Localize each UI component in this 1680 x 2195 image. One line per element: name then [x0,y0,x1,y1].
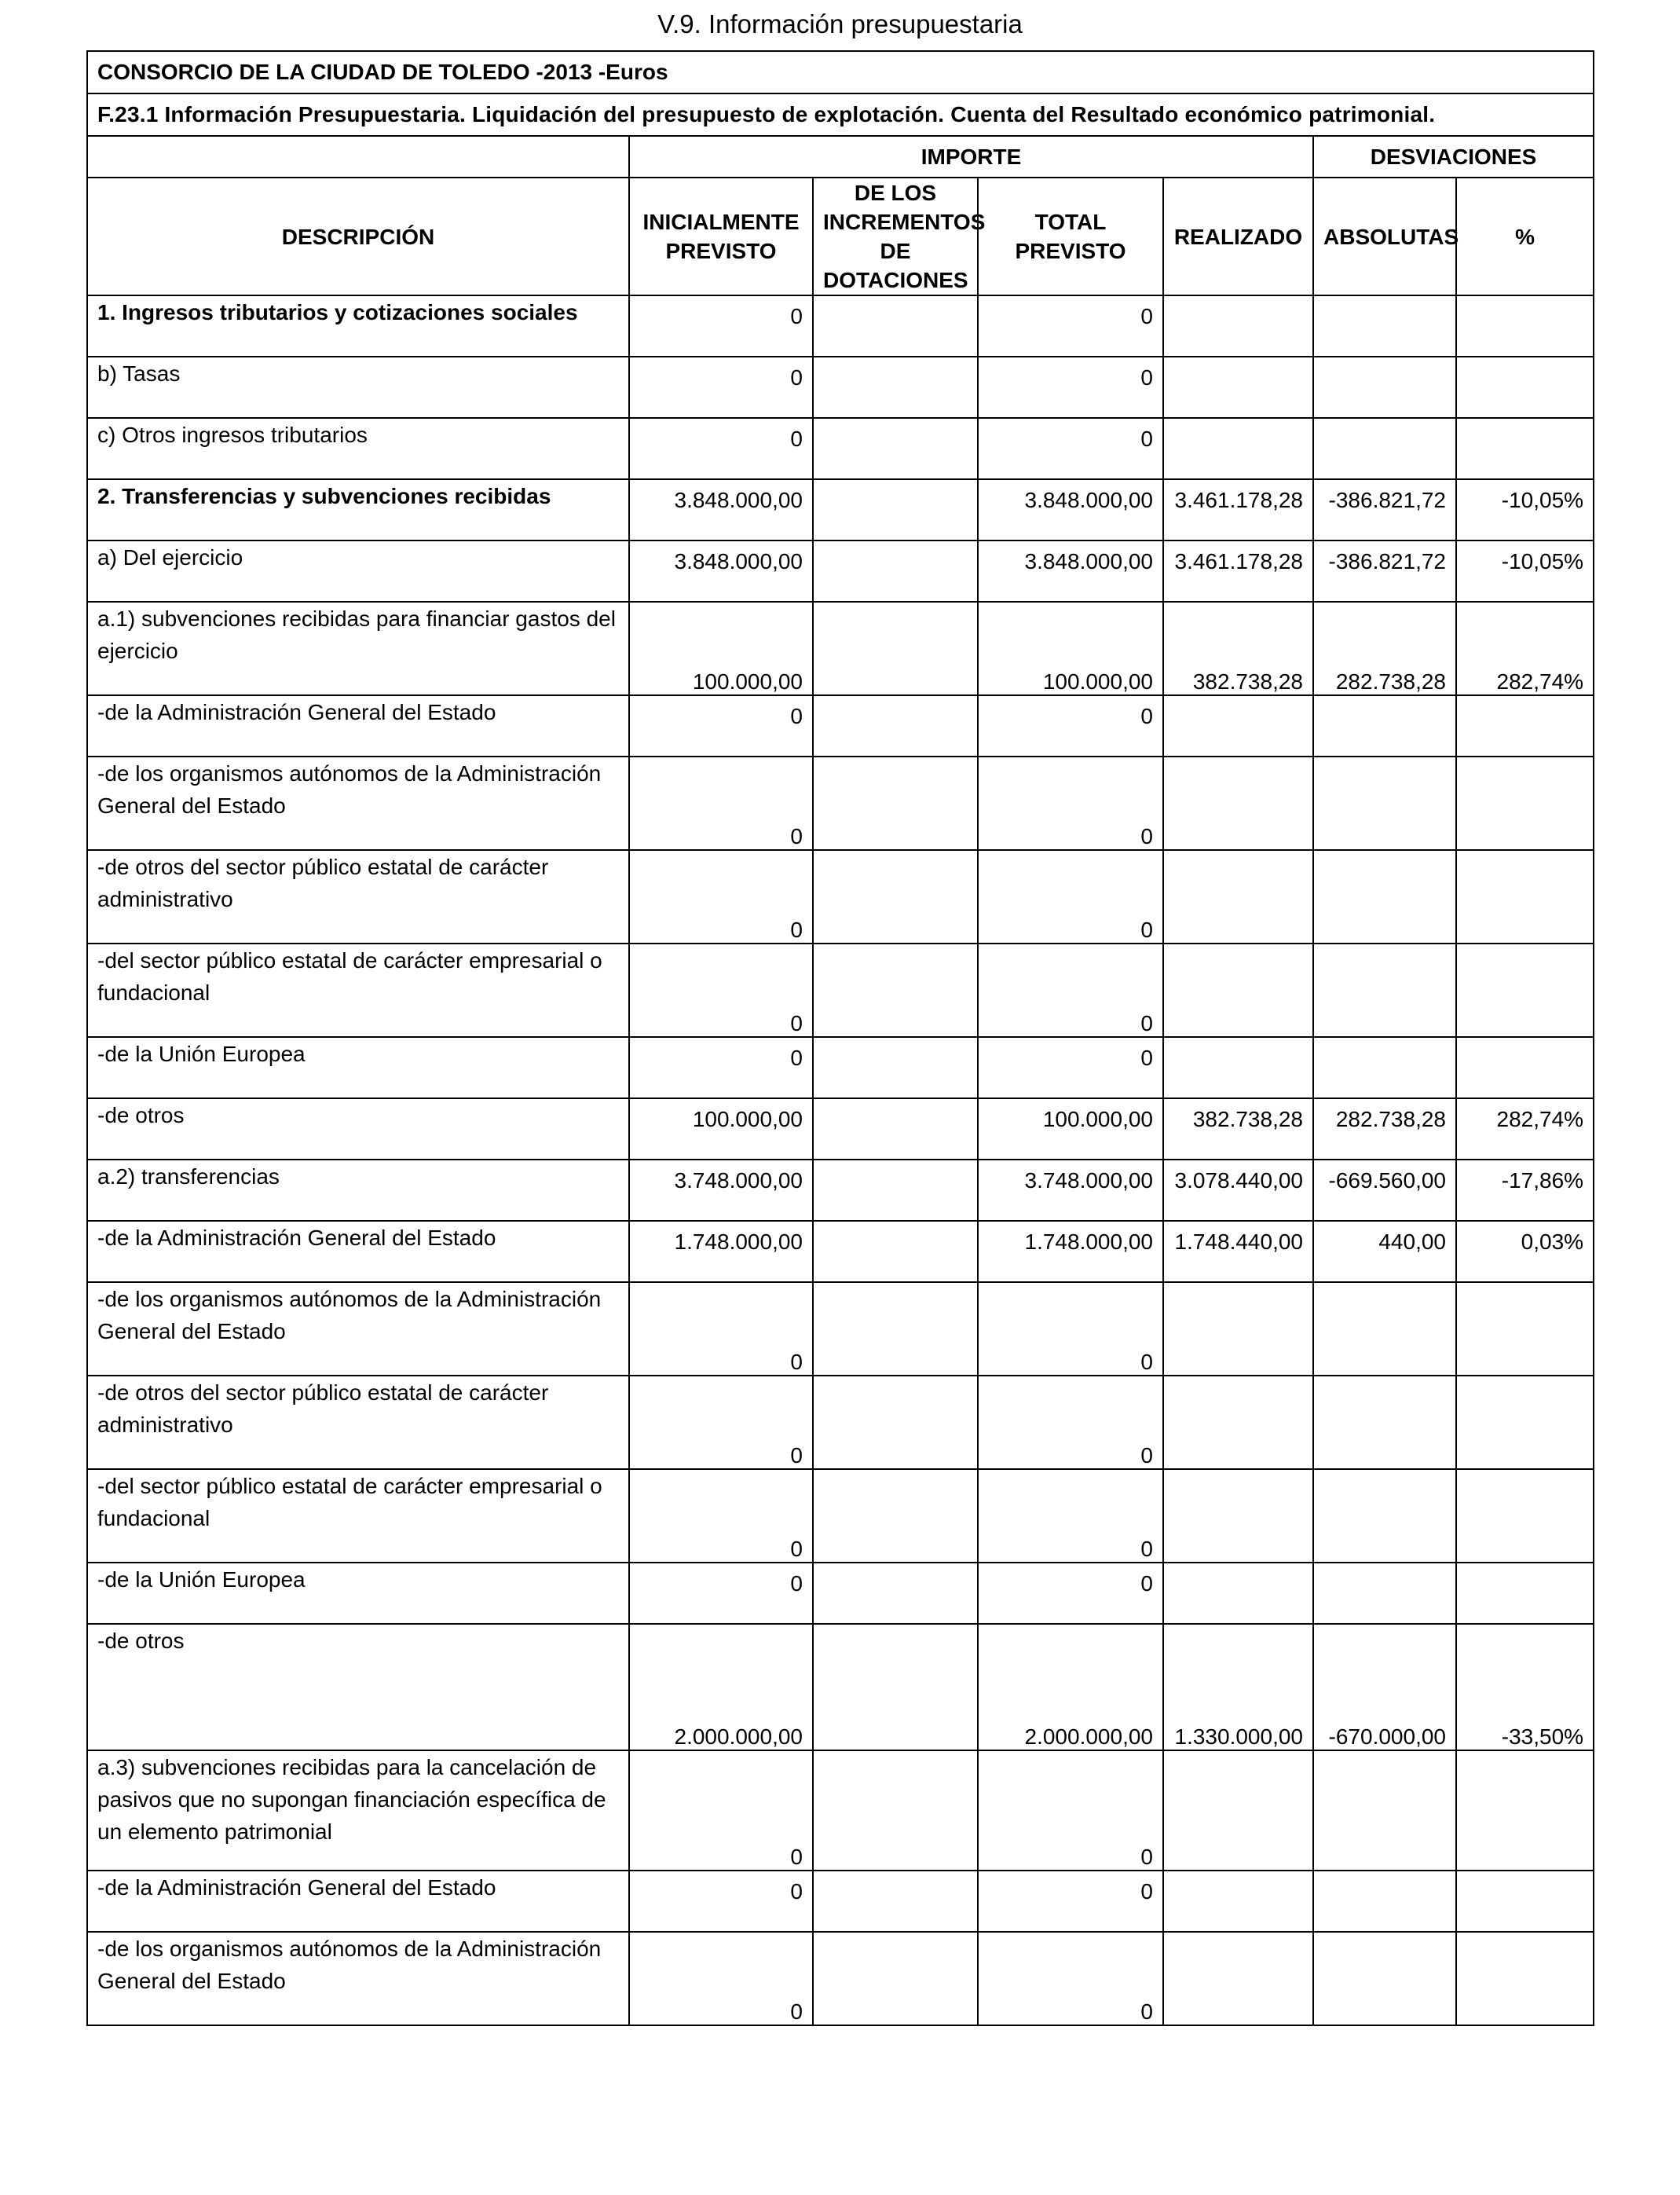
cell-inicialmente-previsto: 1.748.000,00 [629,1221,813,1282]
cell-total-previsto: 0 [978,418,1163,479]
cell-descripcion: -de otros del sector público estatal de carácter administrativo [87,850,629,944]
cell-incrementos [813,1469,978,1563]
cell-incrementos [813,1098,978,1160]
cell-inicialmente-previsto: 2.000.000,00 [629,1624,813,1750]
cell-inicialmente-previsto: 0 [629,357,813,418]
cell-absolutas [1313,1932,1456,2025]
table-row [87,1221,1594,1282]
cell-descripcion: -de la Administración General del Estado [87,1221,629,1282]
cell-realizado [1163,1282,1313,1376]
cell-absolutas [1313,1282,1456,1376]
cell-inicialmente-previsto: 0 [629,1563,813,1624]
cell-incrementos [813,1563,978,1624]
cell-porcentaje [1456,695,1594,757]
cell-porcentaje [1456,757,1594,850]
page-title: V.9. Información presupuestaria [657,9,1023,38]
cell-realizado [1163,1563,1313,1624]
table-row [87,1037,1594,1098]
cell-absolutas [1313,418,1456,479]
cell-absolutas [1313,850,1456,944]
cell-absolutas: -669.560,00 [1313,1160,1456,1221]
cell-total-previsto: 0 [978,695,1163,757]
table-row [87,1563,1594,1624]
cell-porcentaje: -10,05% [1456,479,1594,541]
cell-realizado [1163,1871,1313,1932]
cell-porcentaje [1456,944,1594,1037]
cell-absolutas [1313,1376,1456,1469]
cell-inicialmente-previsto: 100.000,00 [629,602,813,695]
cell-total-previsto: 0 [978,850,1163,944]
cell-descripcion: -de la Administración General del Estado [87,695,629,757]
budget-table [86,50,1594,2026]
table-row [87,418,1594,479]
table-row [87,1624,1594,1750]
cell-absolutas: 440,00 [1313,1221,1456,1282]
cell-realizado: 3.461.178,28 [1163,479,1313,541]
cell-porcentaje [1456,1563,1594,1624]
cell-total-previsto: 3.848.000,00 [978,479,1163,541]
cell-porcentaje: 0,03% [1456,1221,1594,1282]
cell-descripcion: a.3) subvenciones recibidas para la cancelación de pasivos que no supongan financiación específica de un elemento patrimonial [87,1750,629,1871]
cell-realizado: 382.738,28 [1163,602,1313,695]
col-header-incrementos: DE LOS INCREMENTOS DE DOTACIONES [813,178,978,295]
cell-incrementos [813,418,978,479]
cell-absolutas: -386.821,72 [1313,541,1456,602]
col-header-realizado: REALIZADO [1163,178,1313,295]
cell-porcentaje: -10,05% [1456,541,1594,602]
col-header-total-previsto: TOTAL PREVISTO [978,178,1163,295]
cell-porcentaje [1456,1282,1594,1376]
cell-inicialmente-previsto: 100.000,00 [629,1098,813,1160]
cell-descripcion: c) Otros ingresos tributarios [87,418,629,479]
cell-descripcion: a.2) transferencias [87,1160,629,1221]
cell-descripcion: -del sector público estatal de carácter empresarial o fundacional [87,944,629,1037]
cell-total-previsto: 1.748.000,00 [978,1221,1163,1282]
cell-absolutas: 282.738,28 [1313,602,1456,695]
cell-inicialmente-previsto: 0 [629,1376,813,1469]
cell-realizado [1163,418,1313,479]
cell-incrementos [813,1037,978,1098]
cell-realizado [1163,295,1313,357]
cell-absolutas: -386.821,72 [1313,479,1456,541]
cell-realizado [1163,357,1313,418]
cell-porcentaje [1456,295,1594,357]
cell-total-previsto: 100.000,00 [978,1098,1163,1160]
cell-incrementos [813,757,978,850]
report-subtitle: F.23.1 Información Presupuestaria. Liquidación del presupuesto de explotación. Cuenta del Resultado económico patrimonial. [87,93,1594,136]
cell-total-previsto: 0 [978,1469,1163,1563]
cell-inicialmente-previsto: 0 [629,418,813,479]
cell-inicialmente-previsto: 0 [629,850,813,944]
cell-realizado [1163,1750,1313,1871]
cell-realizado: 3.078.440,00 [1163,1160,1313,1221]
cell-total-previsto: 0 [978,1282,1163,1376]
cell-inicialmente-previsto: 0 [629,695,813,757]
cell-inicialmente-previsto: 0 [629,1282,813,1376]
cell-descripcion: -de otros [87,1624,629,1750]
col-header-descripcion: DESCRIPCIÓN [87,178,629,295]
cell-porcentaje: 282,74% [1456,602,1594,695]
cell-porcentaje [1456,1037,1594,1098]
cell-absolutas [1313,944,1456,1037]
cell-porcentaje: -33,50% [1456,1624,1594,1750]
cell-realizado: 1.330.000,00 [1163,1624,1313,1750]
cell-incrementos [813,541,978,602]
cell-realizado: 3.461.178,28 [1163,541,1313,602]
table-row [87,541,1594,602]
col-header-porcentaje: % [1456,178,1594,295]
cell-inicialmente-previsto: 0 [629,1871,813,1932]
cell-absolutas [1313,1750,1456,1871]
cell-realizado [1163,1037,1313,1098]
cell-incrementos [813,1871,978,1932]
table-row [87,602,1594,695]
cell-incrementos [813,479,978,541]
cell-incrementos [813,602,978,695]
cell-incrementos [813,1750,978,1871]
table-row [87,1750,1594,1871]
cell-porcentaje [1456,1469,1594,1563]
cell-porcentaje [1456,418,1594,479]
cell-incrementos [813,1624,978,1750]
cell-porcentaje [1456,1376,1594,1469]
cell-incrementos [813,695,978,757]
col-header-absolutas: ABSOLUTAS [1313,178,1456,295]
table-row [87,1282,1594,1376]
table-row [87,1932,1594,2025]
cell-inicialmente-previsto: 0 [629,1750,813,1871]
cell-absolutas [1313,757,1456,850]
table-row [87,944,1594,1037]
cell-descripcion: -de la Administración General del Estado [87,1871,629,1932]
cell-realizado [1163,1932,1313,2025]
cell-descripcion: -de la Unión Europea [87,1037,629,1098]
cell-absolutas: -670.000,00 [1313,1624,1456,1750]
cell-total-previsto: 0 [978,1563,1163,1624]
cell-incrementos [813,944,978,1037]
table-row [87,1469,1594,1563]
cell-porcentaje [1456,357,1594,418]
cell-descripcion: a.1) subvenciones recibidas para financiar gastos del ejercicio [87,602,629,695]
table-row [87,479,1594,541]
cell-total-previsto: 0 [978,1376,1163,1469]
cell-total-previsto: 100.000,00 [978,602,1163,695]
cell-realizado: 382.738,28 [1163,1098,1313,1160]
cell-incrementos [813,850,978,944]
cell-inicialmente-previsto: 0 [629,1932,813,2025]
cell-realizado [1163,850,1313,944]
cell-descripcion: -del sector público estatal de carácter empresarial o fundacional [87,1469,629,1563]
cell-porcentaje: 282,74% [1456,1098,1594,1160]
cell-descripcion: -de los organismos autónomos de la Administración General del Estado [87,757,629,850]
table-row [87,695,1594,757]
cell-total-previsto: 0 [978,357,1163,418]
cell-inicialmente-previsto: 3.748.000,00 [629,1160,813,1221]
cell-incrementos [813,357,978,418]
cell-inicialmente-previsto: 0 [629,1037,813,1098]
group-header-importe: IMPORTE [629,136,1313,178]
cell-inicialmente-previsto: 0 [629,295,813,357]
cell-inicialmente-previsto: 0 [629,1469,813,1563]
table-row [87,850,1594,944]
group-header-desviaciones: DESVIACIONES [1313,136,1594,178]
cell-descripcion: -de la Unión Europea [87,1563,629,1624]
table-row [87,1098,1594,1160]
cell-incrementos [813,1376,978,1469]
cell-realizado [1163,757,1313,850]
cell-absolutas [1313,1871,1456,1932]
cell-inicialmente-previsto: 0 [629,757,813,850]
cell-realizado [1163,695,1313,757]
cell-incrementos [813,1932,978,2025]
cell-descripcion: b) Tasas [87,357,629,418]
cell-porcentaje [1456,1871,1594,1932]
cell-porcentaje [1456,1932,1594,2025]
cell-descripcion: -de otros del sector público estatal de carácter administrativo [87,1376,629,1469]
cell-realizado [1163,1376,1313,1469]
cell-descripcion: 2. Transferencias y subvenciones recibidas [87,479,629,541]
cell-total-previsto: 0 [978,757,1163,850]
cell-realizado [1163,1469,1313,1563]
cell-absolutas [1313,1037,1456,1098]
organization-header: CONSORCIO DE LA CIUDAD DE TOLEDO -2013 -Euros [87,51,1594,93]
cell-porcentaje [1456,1750,1594,1871]
cell-inicialmente-previsto: 3.848.000,00 [629,479,813,541]
table-row [87,1160,1594,1221]
cell-total-previsto: 3.748.000,00 [978,1160,1163,1221]
table-row [87,757,1594,850]
cell-absolutas [1313,1469,1456,1563]
cell-absolutas [1313,695,1456,757]
cell-total-previsto: 0 [978,1932,1163,2025]
cell-total-previsto: 0 [978,1750,1163,1871]
cell-inicialmente-previsto: 3.848.000,00 [629,541,813,602]
cell-absolutas [1313,1563,1456,1624]
table-row [87,1376,1594,1469]
cell-porcentaje [1456,850,1594,944]
cell-descripcion: a) Del ejercicio [87,541,629,602]
cell-realizado: 1.748.440,00 [1163,1221,1313,1282]
cell-descripcion: -de los organismos autónomos de la Administración General del Estado [87,1282,629,1376]
cell-total-previsto: 0 [978,1871,1163,1932]
cell-incrementos [813,1221,978,1282]
cell-absolutas: 282.738,28 [1313,1098,1456,1160]
cell-total-previsto: 0 [978,1037,1163,1098]
cell-total-previsto: 2.000.000,00 [978,1624,1163,1750]
cell-incrementos [813,295,978,357]
cell-total-previsto: 3.848.000,00 [978,541,1163,602]
cell-inicialmente-previsto: 0 [629,944,813,1037]
cell-incrementos [813,1282,978,1376]
group-header-empty [87,136,629,178]
cell-porcentaje: -17,86% [1456,1160,1594,1221]
cell-absolutas [1313,357,1456,418]
cell-incrementos [813,1160,978,1221]
table-row [87,1871,1594,1932]
cell-absolutas [1313,295,1456,357]
cell-total-previsto: 0 [978,944,1163,1037]
table-row [87,357,1594,418]
cell-descripcion: 1. Ingresos tributarios y cotizaciones sociales [87,295,629,357]
table-row [87,295,1594,357]
cell-descripcion: -de los organismos autónomos de la Administración General del Estado [87,1932,629,2025]
cell-realizado [1163,944,1313,1037]
cell-descripcion: -de otros [87,1098,629,1160]
col-header-inicialmente-previsto: INICIALMENTE PREVISTO [629,178,813,295]
cell-total-previsto: 0 [978,295,1163,357]
